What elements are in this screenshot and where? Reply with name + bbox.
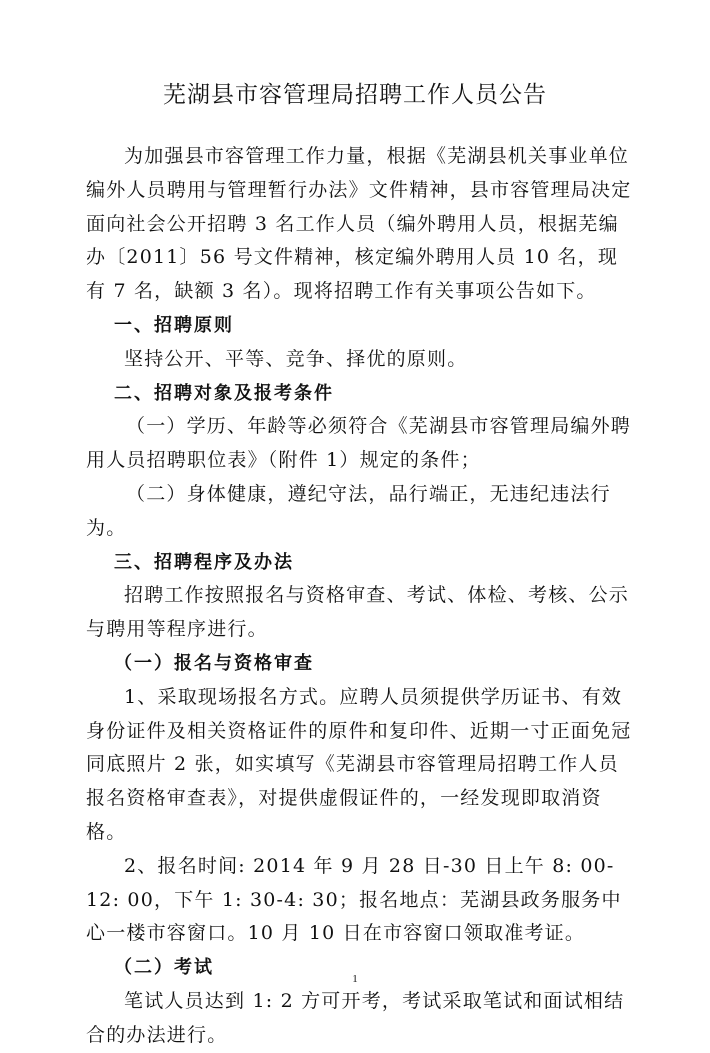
condition-1-text: （一）学历、年龄等必须符合《芜湖县市容管理局编外聘用人员招聘职位表》（附件 1）规定的条件； bbox=[86, 415, 632, 472]
intro-paragraph: 为加强县市容管理工作力量，根据《芜湖县机关事业单位编外人员聘用与管理暂行办法》文件精神，县市容管理局决定面向社会公开招聘 3 名工作人员（编外聘用人员，根据芜编办〔2011〕56 号文件精神，核定编外聘用人员 10 名，现有 7 名，缺额 3 名）。现将招聘工作有关事项公告如下。 bbox=[86, 145, 632, 303]
section-heading-1: 一、招聘原则 bbox=[114, 314, 234, 336]
section-1-text: 坚持公开、平等、竞争、择优的原则。 bbox=[124, 347, 468, 370]
condition-2-text: （二）身体健康，遵纪守法，品行端正，无违纪违法行为。 bbox=[86, 482, 611, 539]
section-3-text: 招聘工作按照报名与资格审查、考试、体检、考核、公示与聘用等程序进行。 bbox=[86, 584, 630, 641]
document-title: 芜湖县市容管理局招聘工作人员公告 bbox=[163, 82, 547, 108]
subsection-heading-1: （一）报名与资格审查 bbox=[114, 652, 314, 674]
document-body bbox=[86, 140, 632, 1053]
section-heading-2: 二、招聘对象及报考条件 bbox=[114, 382, 334, 404]
registration-item-2: 2、报名时间: 2014 年 9 月 28 日-30 日上午 8: 00-12: 00，下午 1: 30-4: 30；报名地点：芜湖县政务服务中心一楼市容窗口。10 月 10 日在市容窗口领取准考证。 bbox=[86, 854, 622, 945]
registration-item-1: 1、采取现场报名方式。应聘人员须提供学历证书、有效身份证件及相关资格证件的原件和复印件、近期一寸正面免冠同底照片 2 张，如实填写《芜湖县市容管理局招聘工作人员报名资格审查表》，对提供虚假证件的，一经发现即取消资格。 bbox=[86, 685, 632, 843]
subsection-heading-2: （二）考试 bbox=[114, 957, 214, 979]
exam-text: 笔试人员达到 1: 2 方可开考，考试采取笔试和面试相结合的办法进行。 bbox=[86, 989, 625, 1046]
section-heading-3: 三、招聘程序及办法 bbox=[114, 551, 294, 573]
page-number: 1 bbox=[352, 973, 358, 985]
